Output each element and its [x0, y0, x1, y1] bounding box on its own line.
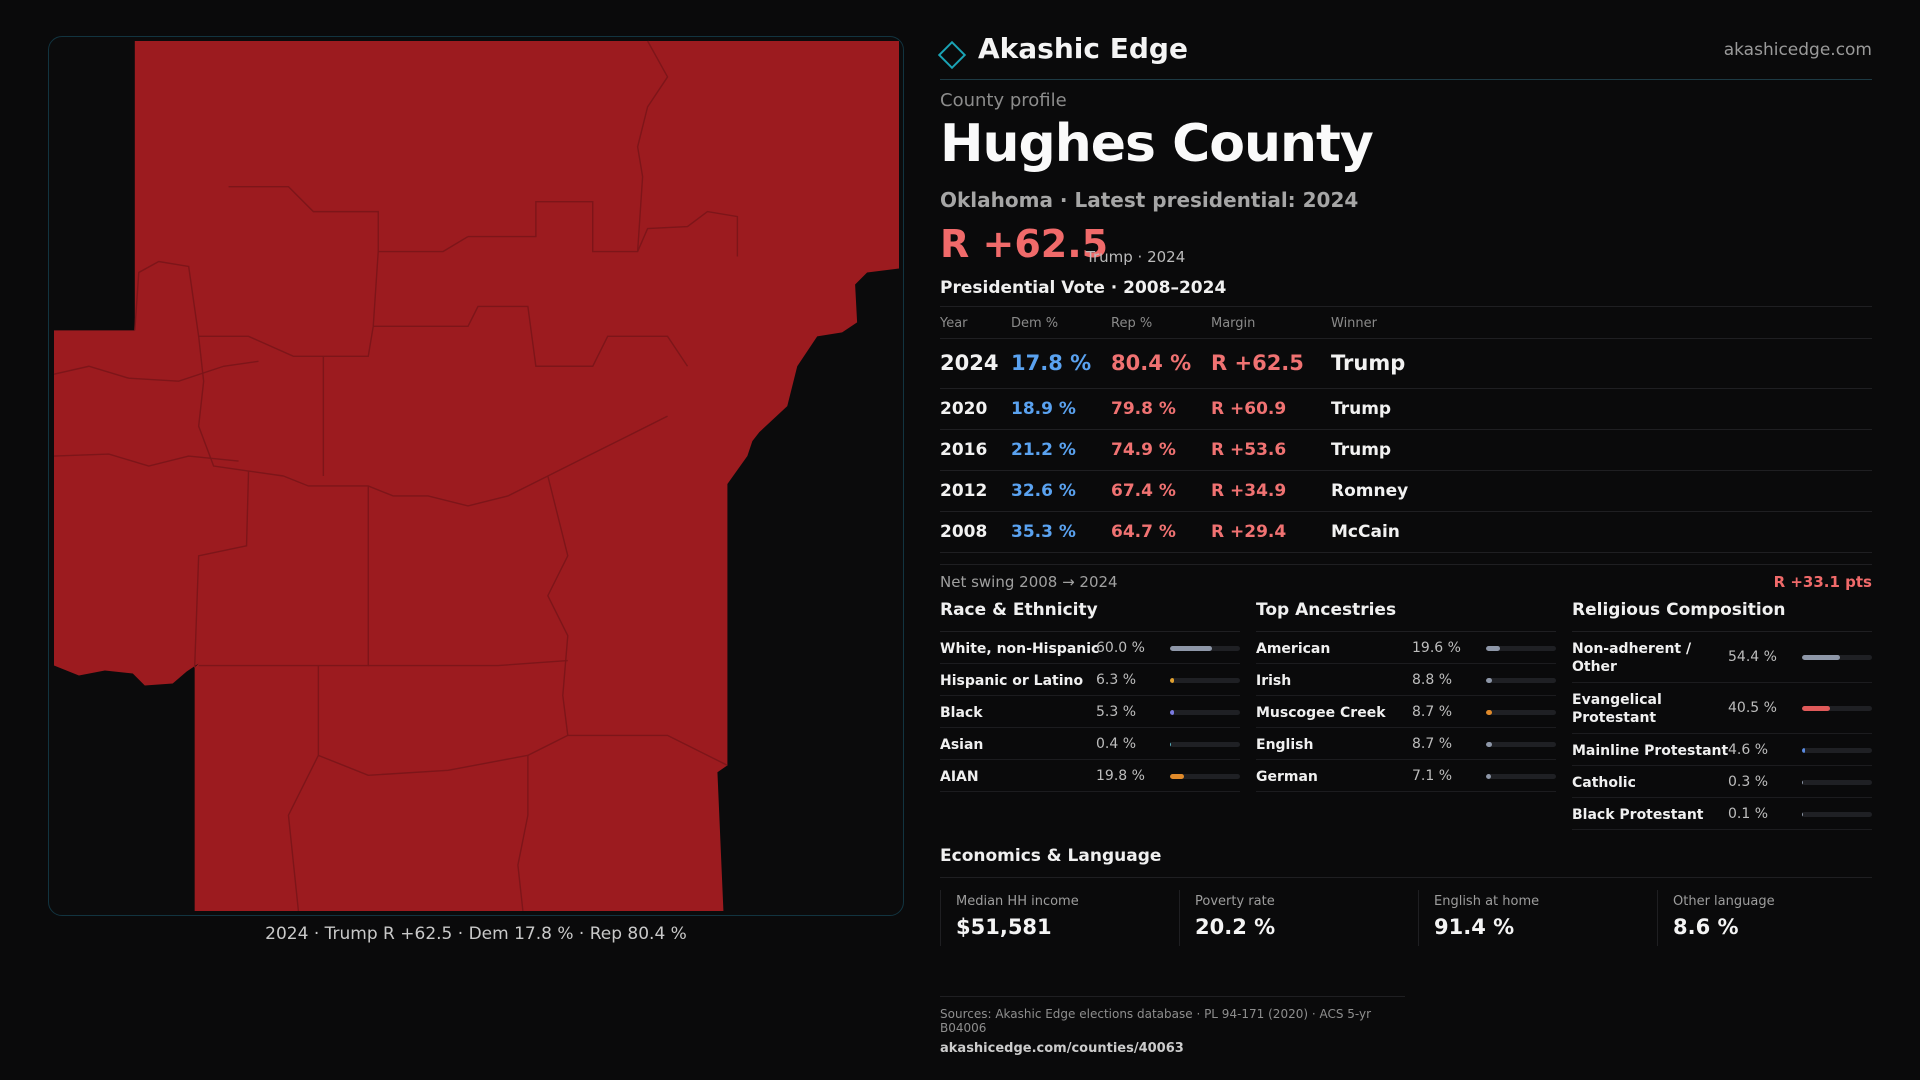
item-label: Black Protestant	[1572, 807, 1704, 823]
share-bar	[1486, 774, 1556, 779]
list-item[interactable]	[940, 728, 1240, 760]
list-item[interactable]	[1572, 766, 1872, 798]
econ-label: Poverty rate	[1195, 894, 1275, 909]
permalink[interactable]: akashicedge.com/counties/40063	[940, 1041, 1184, 1056]
cell-rep: 67.4 %	[1111, 481, 1176, 501]
headline-margin-note: Trump · 2024	[1086, 248, 1186, 266]
share-bar	[1802, 748, 1872, 753]
list-item[interactable]	[940, 664, 1240, 696]
county-map-svg	[49, 37, 903, 915]
share-bar	[1170, 774, 1240, 779]
race-ethnicity-section	[940, 600, 1240, 792]
share-bar	[1170, 710, 1240, 715]
list-item[interactable]	[1572, 734, 1872, 766]
econ-card-english	[1418, 890, 1651, 946]
item-value: 19.8 %	[1096, 768, 1145, 784]
profile-panel	[940, 0, 1872, 1080]
cell-margin: R +60.9	[1211, 399, 1287, 419]
share-bar	[1802, 706, 1872, 711]
brand-header	[940, 30, 1872, 80]
footer	[940, 996, 1405, 1056]
net-swing-label: Net swing 2008 → 2024	[940, 573, 1118, 591]
religion-section	[1572, 600, 1872, 830]
item-label: Asian	[940, 737, 984, 753]
list-item[interactable]	[1256, 728, 1556, 760]
sources-text: Sources: Akashic Edge elections database · PL 94-171 (2020) · ACS 5-yr B04006	[940, 1007, 1372, 1035]
item-value: 7.1 %	[1412, 768, 1453, 784]
econ-label: Median HH income	[956, 894, 1079, 909]
religion-section-title: Religious Composition	[1572, 600, 1872, 632]
cell-margin: R +53.6	[1211, 440, 1287, 460]
vote-table	[940, 306, 1872, 553]
share-bar	[1170, 742, 1240, 747]
cell-dem: 32.6 %	[1011, 481, 1076, 501]
table-row[interactable]	[940, 389, 1872, 430]
list-item[interactable]	[940, 632, 1240, 664]
cell-winner: Trump	[1331, 440, 1392, 460]
item-value: 0.1 %	[1728, 806, 1769, 822]
cell-year: 2016	[940, 440, 988, 460]
share-bar	[1170, 646, 1240, 651]
item-value: 8.7 %	[1412, 704, 1453, 720]
econ-value: $51,581	[956, 915, 1052, 939]
item-value: 60.0 %	[1096, 640, 1145, 656]
item-value: 8.8 %	[1412, 672, 1453, 688]
list-item[interactable]	[940, 696, 1240, 728]
economics-section-title: Economics & Language	[940, 846, 1872, 878]
econ-label: Other language	[1673, 894, 1775, 909]
cell-winner: Romney	[1331, 481, 1409, 501]
cell-dem: 17.8 %	[1011, 351, 1092, 375]
col-winner-header[interactable]: Winner	[1331, 316, 1378, 331]
page-eyebrow: County profile	[940, 90, 1067, 111]
item-value: 0.3 %	[1728, 774, 1769, 790]
econ-card-poverty	[1179, 890, 1412, 946]
cell-rep: 64.7 %	[1111, 522, 1176, 542]
share-bar-fill	[1802, 780, 1803, 785]
map-caption: 2024 · Trump R +62.5 · Dem 17.8 % · Rep 80.4 %	[265, 924, 687, 944]
share-bar	[1802, 655, 1872, 660]
item-label: English	[1256, 737, 1314, 753]
list-item[interactable]	[940, 760, 1240, 792]
cell-rep: 79.8 %	[1111, 399, 1176, 419]
item-value: 54.4 %	[1728, 649, 1777, 665]
cell-year: 2020	[940, 399, 988, 419]
list-item[interactable]	[1256, 696, 1556, 728]
brand-url-link[interactable]: akashicedge.com	[1723, 40, 1872, 60]
share-bar-fill	[1486, 646, 1500, 651]
share-bar	[1170, 678, 1240, 683]
county-map[interactable]	[48, 36, 904, 916]
cell-dem: 18.9 %	[1011, 399, 1076, 419]
brand-name[interactable]: Akashic Edge	[978, 32, 1188, 65]
share-bar-fill	[1170, 646, 1212, 651]
economics-grid	[940, 890, 1872, 946]
share-bar-fill	[1170, 742, 1171, 747]
cell-margin: R +34.9	[1211, 481, 1287, 501]
diamond-logo-icon	[938, 41, 966, 69]
item-label: Black	[940, 705, 983, 721]
list-item[interactable]	[1572, 683, 1872, 734]
item-value: 6.3 %	[1096, 672, 1137, 688]
item-label: Muscogee Creek	[1256, 705, 1386, 721]
col-rep-header[interactable]: Rep %	[1111, 316, 1153, 331]
share-bar-fill	[1486, 742, 1492, 747]
cell-winner: McCain	[1331, 522, 1400, 542]
item-label: German	[1256, 769, 1318, 785]
share-bar	[1802, 812, 1872, 817]
list-item[interactable]	[1572, 632, 1872, 683]
share-bar-fill	[1486, 678, 1492, 683]
econ-label: English at home	[1434, 894, 1540, 909]
cell-rep: 74.9 %	[1111, 440, 1176, 460]
list-item[interactable]	[1256, 760, 1556, 792]
race-section-title: Race & Ethnicity	[940, 600, 1240, 632]
vote-section-title: Presidential Vote · 2008–2024	[940, 278, 1227, 298]
share-bar-fill	[1802, 812, 1803, 817]
list-item[interactable]	[1572, 798, 1872, 830]
econ-card-income	[940, 890, 1173, 946]
cell-margin: R +29.4	[1211, 522, 1287, 542]
share-bar	[1486, 678, 1556, 683]
item-label: Mainline Protestant	[1572, 743, 1729, 759]
col-margin-header[interactable]: Margin	[1211, 316, 1256, 331]
share-bar-fill	[1170, 678, 1174, 683]
item-label: Hispanic or Latino	[940, 673, 1084, 689]
econ-value: 8.6 %	[1673, 915, 1739, 939]
county-shape[interactable]	[54, 41, 899, 911]
list-item[interactable]	[1256, 664, 1556, 696]
econ-value: 20.2 %	[1195, 915, 1276, 939]
cell-dem: 35.3 %	[1011, 522, 1076, 542]
item-value: 19.6 %	[1412, 640, 1461, 656]
cell-year: 2012	[940, 481, 988, 501]
cell-rep: 80.4 %	[1111, 351, 1192, 375]
net-swing-row	[940, 564, 1872, 594]
headline-margin: R +62.5	[940, 222, 1109, 266]
share-bar-fill	[1802, 706, 1830, 711]
table-row[interactable]	[940, 512, 1872, 553]
col-dem-header[interactable]: Dem %	[1011, 316, 1059, 331]
page-title: Hughes County	[940, 114, 1373, 174]
vote-table-header	[940, 307, 1872, 339]
ancestry-section-title: Top Ancestries	[1256, 600, 1556, 632]
share-bar	[1486, 742, 1556, 747]
cell-winner: Trump	[1331, 351, 1406, 375]
page-subtitle: Oklahoma · Latest presidential: 2024	[940, 188, 1359, 212]
net-swing-value: R +33.1 pts	[1773, 573, 1872, 591]
item-value: 4.6 %	[1728, 742, 1769, 758]
table-row[interactable]	[940, 471, 1872, 512]
econ-card-other-language	[1657, 890, 1890, 946]
cell-dem: 21.2 %	[1011, 440, 1076, 460]
item-value: 5.3 %	[1096, 704, 1137, 720]
share-bar-fill	[1802, 655, 1840, 660]
ancestry-section	[1256, 600, 1556, 792]
item-value: 40.5 %	[1728, 700, 1777, 716]
share-bar-fill	[1486, 710, 1492, 715]
share-bar-fill	[1486, 774, 1491, 779]
econ-value: 91.4 %	[1434, 915, 1515, 939]
cell-margin: R +62.5	[1211, 351, 1304, 375]
col-year-header[interactable]: Year	[940, 316, 968, 331]
item-label: Irish	[1256, 673, 1292, 689]
cell-year: 2024	[940, 351, 999, 375]
cell-year: 2008	[940, 522, 988, 542]
share-bar	[1486, 646, 1556, 651]
item-label: Catholic	[1572, 775, 1636, 791]
item-label: American	[1256, 641, 1331, 657]
table-row[interactable]	[940, 339, 1872, 389]
share-bar-fill	[1170, 774, 1184, 779]
item-value: 8.7 %	[1412, 736, 1453, 752]
share-bar-fill	[1170, 710, 1174, 715]
item-value: 0.4 %	[1096, 736, 1137, 752]
share-bar	[1486, 710, 1556, 715]
item-label: Evangelical Protestant	[1572, 692, 1662, 726]
list-item[interactable]	[1256, 632, 1556, 664]
share-bar-fill	[1802, 748, 1805, 753]
share-bar	[1802, 780, 1872, 785]
item-label: Non-adherent / Other	[1572, 641, 1692, 675]
item-label: White, non-Hispanic	[940, 641, 1100, 657]
item-label: AIAN	[940, 769, 979, 785]
table-row[interactable]	[940, 430, 1872, 471]
cell-winner: Trump	[1331, 399, 1392, 419]
